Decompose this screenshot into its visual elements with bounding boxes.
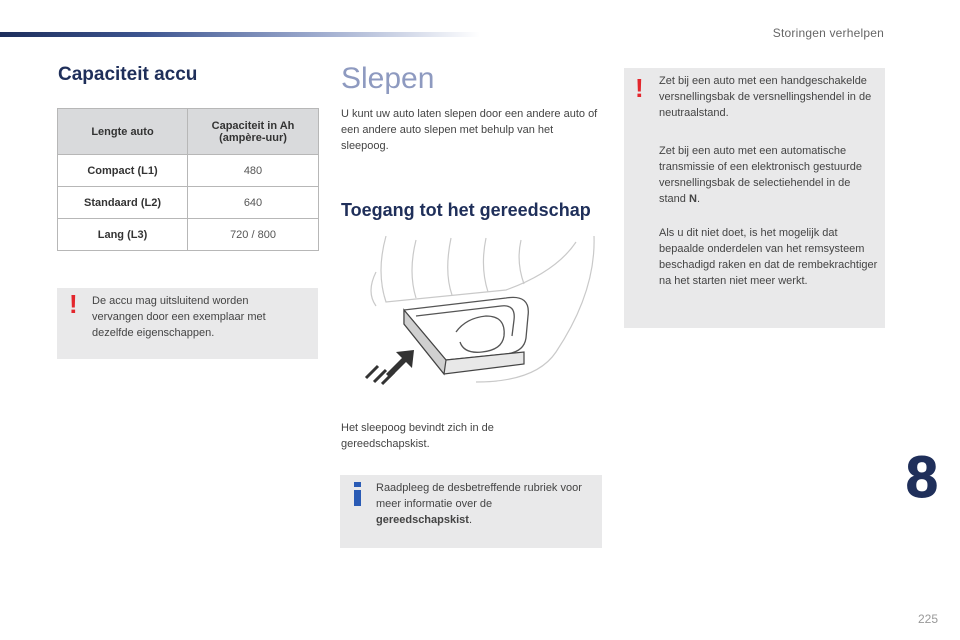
cell-value: 720 / 800 <box>188 219 319 251</box>
column-header: Capaciteit in Ah (ampère-uur) <box>188 109 319 155</box>
toolbox-illustration <box>356 232 604 392</box>
warning-paragraph-3: Als u dit niet doet, is het mogelijk dat bepaalde onderdelen van het remsysteem beschadigd raken en dat de rembekrachtiger na het starten niet meer werkt. <box>659 227 878 287</box>
cell-label: Lang (L3) <box>58 219 188 251</box>
cell-label: Compact (L1) <box>58 155 188 187</box>
warning-icon: ! <box>69 289 78 319</box>
warning-paragraph-2-text: Zet bij een auto met een automatische transmissie of een elektronisch gestuurde versnellingsbak de selectiehendel in de stand <box>659 145 862 205</box>
info-text <box>376 480 586 528</box>
transmission-warning-box <box>624 68 885 328</box>
chapter-header-title: Storingen verhelpen <box>772 26 884 40</box>
header-gradient-bar <box>0 32 480 37</box>
info-icon <box>354 482 361 506</box>
arrow-icon <box>366 350 414 384</box>
info-text-main: Raadpleeg de desbetreffende rubriek voor meer informatie over de <box>376 482 582 510</box>
info-text-end: . <box>468 514 472 526</box>
capacity-title: Capaciteit accu <box>58 64 198 85</box>
towing-intro: U kunt uw auto laten slepen door een andere auto of een andere auto slepen met behulp van het sleepoog. <box>341 108 598 152</box>
column-header: Lengte auto <box>58 109 188 155</box>
battery-warning-box <box>57 288 318 359</box>
table-header-row <box>58 109 319 155</box>
warning-icon: ! <box>635 73 644 103</box>
table-row <box>58 187 319 219</box>
cell-label: Standaard (L2) <box>58 187 188 219</box>
cell-value: 640 <box>188 187 319 219</box>
info-text-bold: gereedschapskist <box>376 514 469 526</box>
warning-text: De accu mag uitsluitend worden vervangen door een exemplaar met dezelfde eigenschappen. <box>92 295 266 339</box>
battery-capacity-table <box>57 108 319 251</box>
tool-access-title: Toegang tot het gereedschap <box>341 200 591 220</box>
table-row <box>58 155 319 187</box>
cell-value: 480 <box>188 155 319 187</box>
page-number: 225 <box>917 612 938 626</box>
warning-paragraph-2 <box>659 143 874 207</box>
warning-paragraph-1: Zet bij een auto met een handgeschakelde versnellingsbak de versnellingshendel in de neutraalstand. <box>659 75 872 119</box>
chapter-number: 8 <box>905 445 938 510</box>
info-box <box>340 475 602 548</box>
toolbox-location-text: Het sleepoog bevindt zich in de gereedschapskist. <box>341 422 494 450</box>
warning-paragraph-2-end: . <box>696 193 700 205</box>
warning-paragraph-2-bold: N <box>688 193 697 205</box>
towing-title: Slepen <box>341 62 435 95</box>
table-row <box>58 219 319 251</box>
